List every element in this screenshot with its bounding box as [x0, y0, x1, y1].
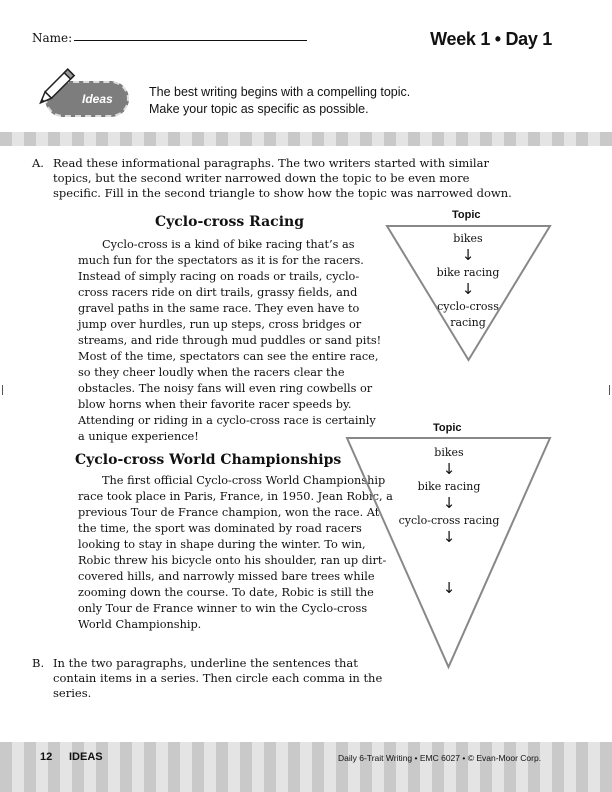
triangle-1-level-2: bike racing	[436, 266, 500, 279]
tip-line-2: Make your topic as specific as possible.	[149, 102, 369, 116]
week-day-title: Week 1 • Day 1	[430, 29, 552, 49]
triangle-1-topic-label: Topic	[452, 209, 481, 221]
passage-2-text: The first official Cyclo-cross World Championship race took place in Paris, France, in 1950. Jean Robic, a previous Tour de France champion, won the race. At the time, the sport was dominated by road racers looking to stay in shape during the winter. To win, Robic threw his bicycle onto his shoulder, ran up dirt-covered hills, and narrowly missed bare trees while zooming down the course. To date, Robic is still the only Tour de France winner to win the Cyclo-cross World Championship.	[78, 474, 393, 631]
triangle-2-arrow-2: ↓	[442, 494, 456, 512]
top-stripe-divider	[0, 132, 612, 146]
ideas-tip	[149, 84, 410, 118]
passage-1-title: Cyclo-cross Racing	[155, 214, 304, 230]
ideas-badge-label: Ideas	[82, 92, 113, 106]
triangle-2-arrow-1: ↓	[442, 460, 456, 478]
triangle-1-level-3a: cyclo-cross	[437, 300, 499, 313]
name-line[interactable]	[74, 40, 307, 41]
margin-tick-right	[609, 385, 610, 395]
triangle-2-blank-level-4[interactable]	[404, 550, 494, 578]
section-a-instructions: Read these informational paragraphs. The two writers started with similar topics, but the second writer narrowed down the topic to be even more specific. Fill in the second triangle to show how the topic was narrowed down.	[53, 156, 512, 200]
name-label: Name:	[32, 31, 73, 45]
margin-tick-left	[2, 385, 3, 395]
section-b-instructions: In the two paragraphs, underline the sentences that contain items in a series. Then circle each comma in the series.	[53, 656, 383, 700]
triangle-2-level-1: bikes	[434, 446, 464, 459]
triangle-1-level-3b: racing	[450, 316, 486, 329]
passage-2-title: Cyclo-cross World Championships	[75, 452, 342, 468]
triangle-1-arrow-2: ↓	[461, 280, 475, 298]
tip-line-1: The best writing begins with a compelling topic.	[149, 85, 411, 99]
triangle-2-level-2: bike racing	[417, 480, 481, 493]
footer-stripe-band	[0, 742, 612, 792]
triangle-2-topic-label: Topic	[433, 422, 462, 434]
triangle-2-blank-level-5[interactable]	[419, 600, 479, 624]
triangle-1-level-1: bikes	[453, 232, 483, 245]
pencil-icon	[30, 64, 80, 114]
footer-section-name: IDEAS	[69, 751, 103, 763]
triangle-2-level-3: cyclo-cross racing	[398, 514, 500, 527]
section-a-letter: A.	[32, 156, 44, 170]
triangle-2-arrow-4: ↓	[442, 579, 456, 597]
footer-credit: Daily 6-Trait Writing • EMC 6027 • © Evan-Moor Corp.	[338, 753, 542, 763]
footer-page-number: 12	[40, 751, 53, 763]
section-b-letter: B.	[32, 656, 45, 670]
triangle-1-arrow-1: ↓	[461, 246, 475, 264]
passage-1-text: Cyclo-cross is a kind of bike racing that’s as much fun for the spectators as it is for the racers. Instead of simply racing on roads or trails, cyclo-cross racers ride on dirt trails, grassy fields, and gravel paths in the same race. They even have to jump over hurdles, run up steps, cross bridges or streams, and ride through mud puddles or sand pits! Most of the time, spectators can see the entire race, so they cheer loudly when the racers clear the obstacles. The noisy fans will even ring cowbells or blow horns when their favorite racer speeds by. Attending or riding in a cyclo-cross race is certainly a unique experience!	[78, 238, 382, 443]
triangle-2-arrow-3: ↓	[442, 528, 456, 546]
